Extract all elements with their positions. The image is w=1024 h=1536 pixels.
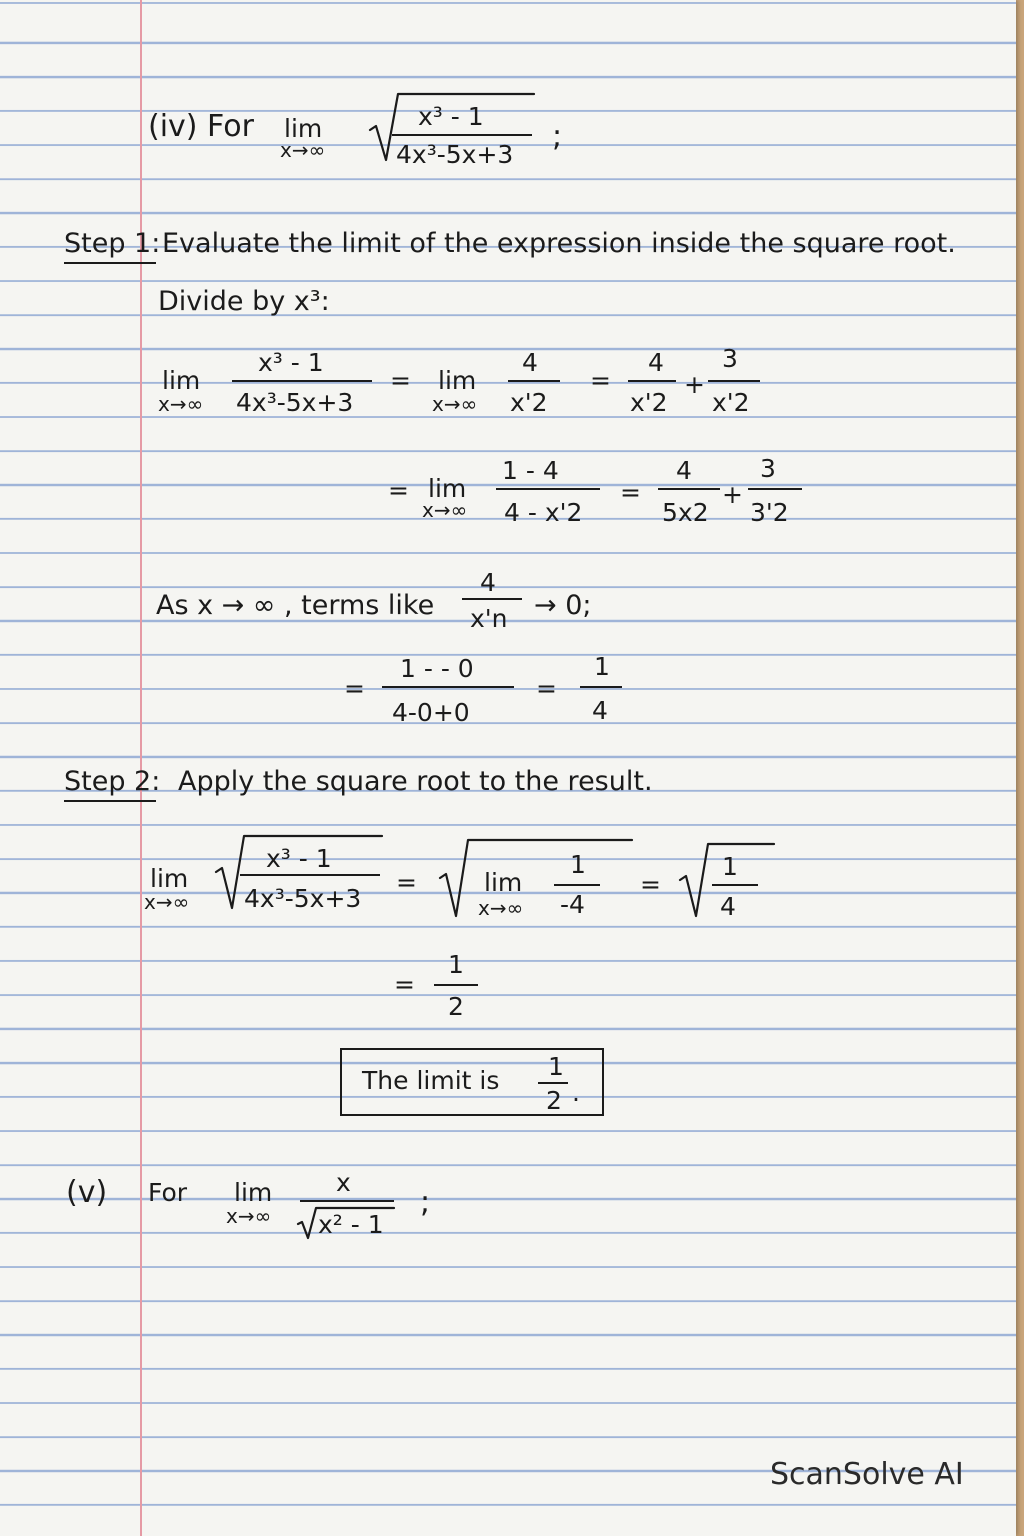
plus-sign: + xyxy=(722,480,743,509)
as-x-text: As x → ∞ , terms like xyxy=(156,590,435,621)
step-2-underline xyxy=(64,800,156,802)
denominator: 5x2 xyxy=(662,498,709,527)
denominator: 2 xyxy=(448,992,464,1021)
lim-text: lim xyxy=(428,474,467,503)
part-v-label: (v) xyxy=(66,1175,108,1210)
equals-sign: = xyxy=(394,970,415,999)
part-v-for: For xyxy=(148,1178,188,1207)
numerator: 1 - - 0 xyxy=(400,654,474,683)
lim-text: lim xyxy=(484,868,523,897)
numerator: 1 - 4 xyxy=(502,456,559,485)
fraction-bar xyxy=(462,598,522,600)
equals-sign: = xyxy=(344,674,365,703)
equals-sign: = xyxy=(640,870,661,899)
part-iv-denominator: 4x³-5x+3 xyxy=(396,140,514,169)
denominator: -4 xyxy=(560,890,585,919)
numerator: 4 xyxy=(676,456,692,485)
denominator: 4 - x'2 xyxy=(504,498,583,527)
step-1-title: Step 1: xyxy=(64,228,161,259)
part-iv-colon: ; xyxy=(552,119,563,154)
numerator: 1 xyxy=(448,950,464,979)
part-iv-label: (iv) For xyxy=(148,109,254,144)
lim-text: lim xyxy=(438,366,477,395)
lim-sub: x→∞ xyxy=(144,890,190,914)
fraction-bar xyxy=(708,380,760,382)
fraction-bar xyxy=(300,1200,394,1202)
answer-text: The limit is xyxy=(362,1066,500,1095)
fraction-bar xyxy=(382,686,514,688)
lim-sub: x→∞ xyxy=(158,392,204,416)
step-2-title: Step 2: xyxy=(64,766,161,797)
equals-sign: = xyxy=(590,366,611,395)
fraction-bar xyxy=(554,884,600,886)
denominator: 4 xyxy=(720,892,736,921)
fraction-bar xyxy=(232,380,372,382)
lim-text: lim xyxy=(162,366,201,395)
scansolve-watermark: ScanSolve AI xyxy=(770,1457,964,1492)
fraction-bar xyxy=(712,884,758,886)
part-iv-lim-sub: x→∞ xyxy=(280,138,326,162)
part-iv-numerator: x³ - 1 xyxy=(418,102,484,131)
numerator: x³ - 1 xyxy=(258,348,324,377)
denominator: 4 xyxy=(592,696,608,725)
numerator: 1 xyxy=(722,852,738,881)
denominator: 4-0+0 xyxy=(392,698,470,727)
equals-sign: = xyxy=(388,476,409,505)
lim-text: lim xyxy=(150,864,189,893)
denominator: 4x³-5x+3 xyxy=(236,388,354,417)
fraction-bar xyxy=(538,1082,568,1084)
fraction-bar xyxy=(392,134,532,136)
part-iv-lim: lim xyxy=(284,114,323,143)
fraction-bar xyxy=(240,874,380,876)
numerator: 3 xyxy=(760,454,776,483)
equals-sign: = xyxy=(390,366,411,395)
divide-instruction: Divide by x³: xyxy=(158,286,330,317)
numerator: 1 xyxy=(570,850,586,879)
denominator: x² - 1 xyxy=(318,1210,384,1239)
numerator: x xyxy=(336,1168,351,1197)
period: . xyxy=(572,1078,580,1107)
fraction-bar xyxy=(658,488,720,490)
lim-sub: x→∞ xyxy=(432,392,478,416)
equals-sign: = xyxy=(620,478,641,507)
numerator: 3 xyxy=(722,344,738,373)
denominator: x'2 xyxy=(510,388,548,417)
lim-sub: x→∞ xyxy=(226,1204,272,1228)
fraction-bar xyxy=(748,488,802,490)
denominator: 4x³-5x+3 xyxy=(244,884,362,913)
denominator: 3'2 xyxy=(750,498,789,527)
numerator: 4 xyxy=(522,348,538,377)
numerator: 4 xyxy=(648,348,664,377)
fraction-bar xyxy=(508,380,560,382)
numerator: 1 xyxy=(548,1052,564,1081)
denominator: x'2 xyxy=(630,388,668,417)
fraction-bar xyxy=(496,488,600,490)
step-1-text: Evaluate the limit of the expression inside the square root. xyxy=(162,228,956,259)
plus-sign: + xyxy=(684,370,705,399)
lim-sub: x→∞ xyxy=(478,896,524,920)
square-root-icon xyxy=(436,836,634,922)
fraction-bar xyxy=(580,686,622,688)
numerator: 1 xyxy=(594,652,610,681)
step-2-text: Apply the square root to the result. xyxy=(178,766,653,797)
equals-sign: = xyxy=(536,674,557,703)
step-1-underline xyxy=(64,262,156,264)
fraction-bar xyxy=(434,984,478,986)
denominator: 2 xyxy=(546,1086,562,1115)
denominator: x'n xyxy=(470,604,508,633)
tends-to-zero: → 0; xyxy=(534,590,592,621)
numerator: x³ - 1 xyxy=(266,844,332,873)
part-v-colon: ; xyxy=(420,1185,431,1220)
denominator: x'2 xyxy=(712,388,750,417)
numerator: 4 xyxy=(480,568,496,597)
fraction-bar xyxy=(628,380,676,382)
equals-sign: = xyxy=(396,868,417,897)
lim-text: lim xyxy=(234,1178,273,1207)
lim-sub: x→∞ xyxy=(422,498,468,522)
